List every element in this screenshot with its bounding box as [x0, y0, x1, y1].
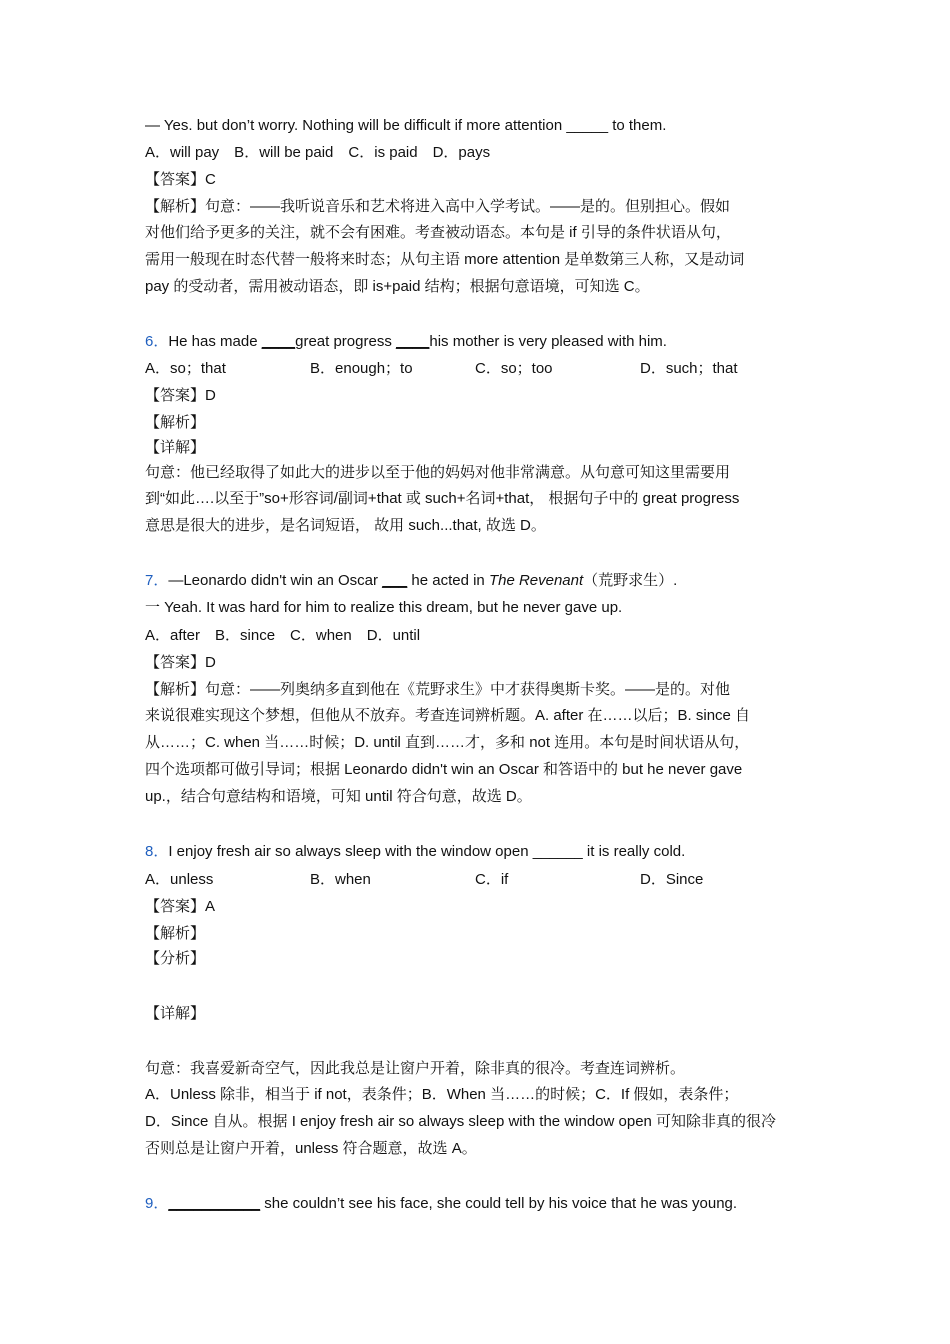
q8-option-a: A．unless: [145, 871, 214, 888]
q7-number: 7．: [145, 572, 169, 589]
q6-blank: ____: [396, 333, 430, 350]
q9-blank: ___________: [168, 1195, 261, 1212]
q7-movie-title: The Revenant: [488, 572, 584, 589]
q5-answer: 【答案】C: [145, 171, 216, 188]
q7-analysis-line: 【解析】句意：——列奥纳多直到他在《荒野求生》中才获得奥斯卡奖。——是的。对他: [145, 681, 731, 698]
q6-option-d: D．such；that: [640, 360, 738, 377]
q6-explain-line: 句意：他已经取得了如此大的进步以至于他的妈妈对他非常满意。从句意可知这里需要用: [145, 464, 731, 481]
q7-stem: 7．—Leonardo didn't win an Oscar ___ he acted in The Revenant（荒野求生）.: [145, 572, 678, 589]
q8-jiexi: 【解析】: [145, 925, 206, 942]
q8-explain-line: D．Since 自从。根据 I enjoy fresh air so always sleep with the window open 可知除非真的很冷: [145, 1113, 777, 1130]
q8-explain-line: 否则总是让窗户开着，unless 符合题意，故选 A。: [145, 1140, 477, 1157]
q6-explain-line: 到“如此….以至于”so+形容词/副词+that 或 such+名词+that， 根据句子中的 great progress: [145, 490, 740, 507]
q8-stem: 8．I enjoy fresh air so always sleep with the window open ______ it is really cold.: [145, 843, 686, 860]
q8-option-c: C．if: [475, 871, 509, 888]
q7-analysis-line: 来说很难实现这个梦想，但他从不放弃。考查连词辨析题。A. after 在……以后；B. since 自: [145, 707, 751, 724]
q8-option-d: D．Since: [640, 871, 704, 888]
q8-fenxi: 【分析】: [145, 950, 206, 967]
q8-number: 8．: [145, 843, 169, 860]
q7-blank: ___: [382, 572, 408, 589]
q7-answer: 【答案】D: [145, 654, 216, 671]
q8-answer: 【答案】A: [145, 898, 216, 915]
q6-blank: ____: [261, 333, 296, 350]
q7-reply: 一 Yeah. It was hard for him to realize this dream, but he never gave up.: [145, 599, 623, 616]
q7-analysis-line: 从……；C. when 当……时候；D. until 直到……才，多和 not 连用。本句是时间状语从句，: [145, 734, 750, 751]
q5-dialog: — Yes. but don’t worry. Nothing will be difficult if more attention _____ to them.: [145, 117, 667, 134]
q8-option-b: B．when: [310, 871, 371, 888]
q5-options: A．will pay B．will be paid C．is paid D．pays: [145, 144, 491, 161]
q6-option-b: B．enough；to: [310, 360, 413, 377]
q8-explain-line: A．Unless 除非，相当于 if not，表条件；B．When 当……的时候；C．If 假如，表条件；: [145, 1086, 739, 1103]
q6-explain-line: 意思是很大的进步，是名词短语， 故用 such...that, 故选 D。: [145, 517, 546, 534]
q5-analysis-line: pay 的受动者，需用被动语态，即 is+paid 结构；根据句意语境，可知选 C。: [145, 278, 650, 295]
q6-jiexi: 【解析】: [145, 414, 206, 431]
q6-option-c: C．so；too: [475, 360, 553, 377]
q6-option-a: A．so；that: [145, 360, 226, 377]
q7-analysis-line: 四个选项都可做引导词；根据 Leonardo didn't win an Oscar 和答语中的 but he never gave: [145, 761, 743, 778]
q5-analysis-line: 需用一般现在时态代替一般将来时态；从句主语 more attention 是单数第三人称，又是动词: [145, 251, 745, 268]
q6-number: 6．: [145, 333, 169, 350]
q9-stem: 9．___________ she couldn’t see his face, she could tell by his voice that he was young.: [145, 1195, 738, 1212]
q6-xiangjie: 【详解】: [145, 439, 206, 456]
q6-answer: 【答案】D: [145, 387, 216, 404]
q8-xiangjie: 【详解】: [145, 1005, 206, 1022]
q7-options: A．after B．since C．when D．until: [145, 627, 421, 644]
q6-stem: 6．He has made ____great progress ____his mother is very pleased with him.: [145, 333, 667, 350]
q5-analysis-line: 对他们给予更多的关注，就不会有困难。考查被动语态。本句是 if 引导的条件状语从句，: [145, 224, 731, 241]
q9-number: 9．: [145, 1195, 169, 1212]
q7-analysis-line: up.，结合句意结构和语境，可知 until 符合句意，故选 D。: [145, 788, 532, 805]
q8-explain-line: 句意：我喜爱新奇空气，因此我总是让窗户开着，除非真的很冷。考查连词辨析。: [145, 1060, 686, 1077]
q5-analysis-line: 【解析】句意：——我听说音乐和艺术将进入高中入学考试。——是的。但别担心。假如: [145, 198, 731, 215]
